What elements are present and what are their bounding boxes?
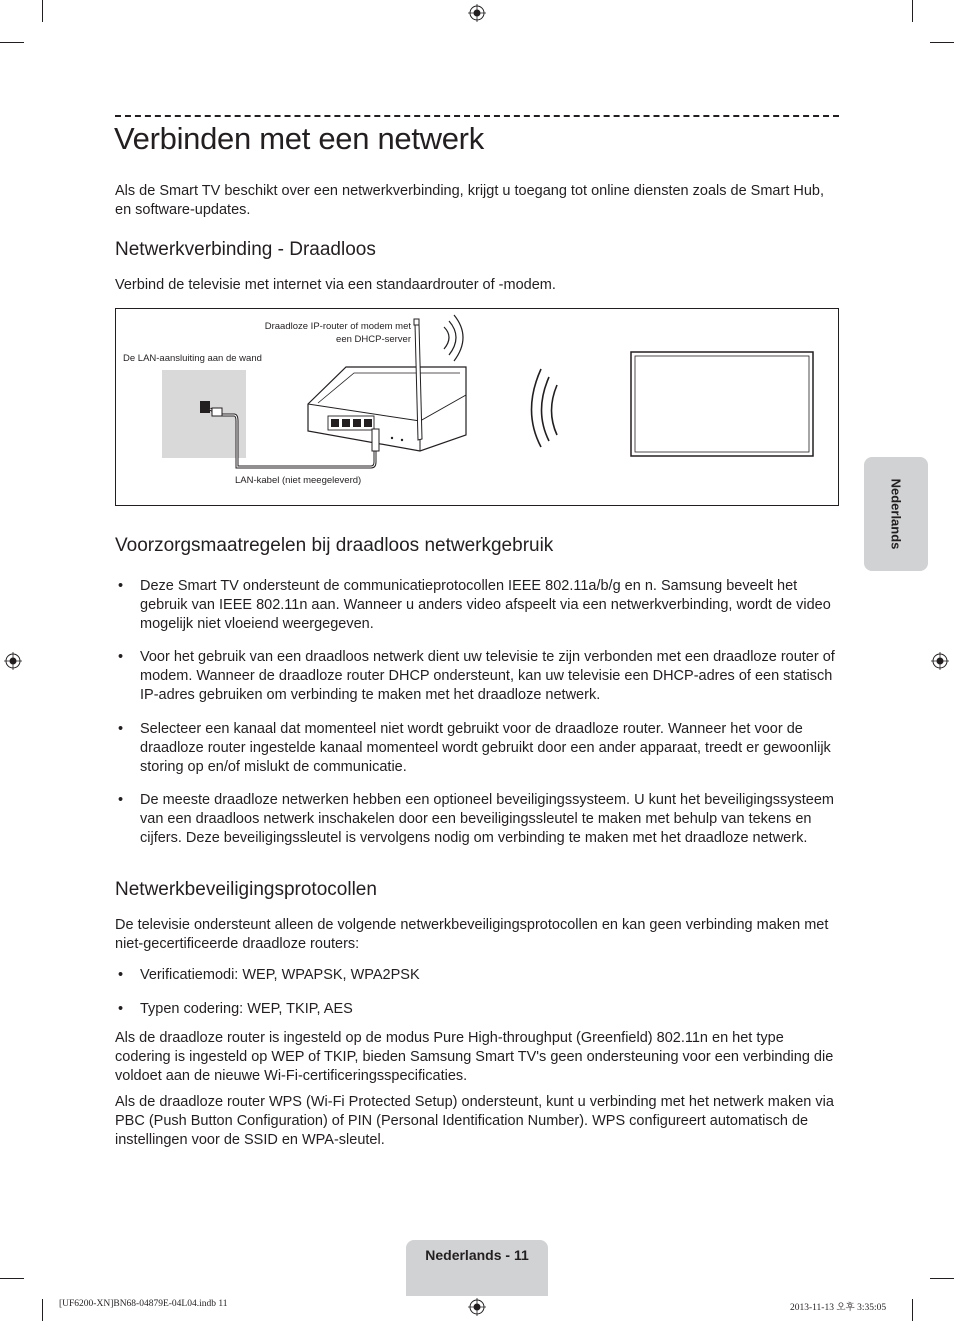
footer-date: 2013-11-13 오후 3:35:05	[790, 1303, 887, 1313]
security-paragraph-1: Als de draadloze router is ingesteld op de modus Pure High-throughput (Greenfield) 802.11n en het type codering is ingesteld op WEP of TKIP, bieden Samsung Smart TV's geen ondersteuning voor een verbinding die voldoet aan de nieuwe Wi-Fi-certificeringsspecificaties.	[115, 1030, 834, 1084]
security-list	[115, 966, 839, 985]
page-number-tab	[406, 1240, 548, 1296]
security-list	[115, 1000, 839, 1019]
security-intro: De televisie ondersteunt alleen de volgende netwerkbeveiligingsprotocollen en kan geen verbinding maken met niet-gecertificeerde draadloze routers:	[115, 917, 829, 952]
wireless-heading: Netwerkverbinding - Draadloos	[115, 239, 376, 260]
tv-wifi-icon	[532, 369, 558, 447]
crop-mark	[42, 0, 43, 22]
router-wifi-icon	[444, 315, 463, 361]
tv-icon	[631, 352, 813, 456]
crop-mark	[42, 1299, 43, 1321]
list-item: • Selecteer een kanaal dat momenteel niet wordt gebruikt voor de draadloze router. Wanneer het voor de draadloze router ingestelde kanaal momenteel wordt gebruikt door een ander apparaat, treedt er gewoonlijk storing op en/of mislukt de communicatie.	[115, 720, 839, 777]
list-item: • De meeste draadloze netwerken hebben een optioneel beveiligingssysteem. U kunt het beveiligingssysteem van een draadloos netwerk inschakelen door een beveiligingssleutel te maken met behulp van tekens en cijfers. Deze beveiligingssleutel is vervolgens nodig om verbinding te maken met het draadloze netwerk.	[115, 791, 839, 848]
precautions-list	[115, 648, 839, 705]
list-item: • Voor het gebruik van een draadloos netwerk dient uw televisie te zijn verbonden met een draadloze router of modem. Wanneer de draadloze router DHCP ondersteunt, kan uw televisie een DHCP-adres of een statisch IP-adres gebruiken om verbinding te maken met het draadloze netwerk.	[115, 648, 839, 705]
registration-mark-icon	[468, 1298, 486, 1316]
crop-mark	[912, 0, 913, 22]
security-paragraph-2: Als de draadloze router WPS (Wi-Fi Protected Setup) ondersteunt, kunt u verbinding met het netwerk maken via PBC (Push Button Configuration) of PIN (Personal Identification Number). WPS configureert automatisch de instellingen voor de SSID en WPA-sleutel.	[115, 1094, 834, 1148]
security-heading: Netwerkbeveiligingsprotocollen	[115, 879, 377, 900]
wireless-text: Verbind de televisie met internet via een standaardrouter of -modem.	[115, 277, 556, 293]
precautions-list	[115, 791, 839, 848]
language-side-tab-label: Nederlands	[888, 478, 904, 550]
router-label-line1: Draadloze IP-router of modem met	[264, 321, 411, 332]
registration-mark-icon	[468, 4, 486, 22]
precautions-heading: Voorzorgsmaatregelen bij draadloos netwerkgebruik	[115, 535, 554, 556]
crop-mark	[912, 1299, 913, 1321]
crop-mark	[0, 42, 24, 43]
crop-mark	[0, 1278, 24, 1279]
precautions-list	[115, 577, 839, 634]
footer-file: [UF6200-XN]BN68-04879E-04L04.indb 11	[59, 1299, 228, 1309]
router-label-line2: een DHCP-server	[336, 334, 411, 345]
list-item: • Typen codering: WEP, TKIP, AES	[115, 1000, 839, 1019]
registration-mark-icon	[4, 652, 22, 670]
wall-label: De LAN-aansluiting aan de wand	[123, 353, 262, 364]
precautions-list	[115, 720, 839, 777]
crop-mark	[930, 1278, 954, 1279]
page-number: Nederlands - 11	[425, 1247, 529, 1263]
network-diagram	[115, 308, 839, 506]
crop-mark	[930, 42, 954, 43]
page-title: Verbinden met een netwerk	[114, 121, 484, 156]
title-dashed-rule	[115, 115, 839, 117]
cable-label: LAN-kabel (niet meegeleverd)	[235, 475, 362, 486]
list-item: • Verificatiemodi: WEP, WPAPSK, WPA2PSK	[115, 966, 839, 985]
registration-mark-icon	[931, 652, 949, 670]
intro-paragraph: Als de Smart TV beschikt over een netwerkverbinding, krijgt u toegang tot online diensten zoals de Smart Hub, en software-updates.	[115, 183, 825, 218]
list-item: • Deze Smart TV ondersteunt de communicatieprotocollen IEEE 802.11a/b/g en n. Samsung beveelt het gebruik van IEEE 802.11n aan. Wanneer u anders video afspeelt via een netwerkverbinding, wordt de video mogelijk niet vloeiend weergegeven.	[115, 577, 839, 634]
language-side-tab	[864, 457, 928, 571]
